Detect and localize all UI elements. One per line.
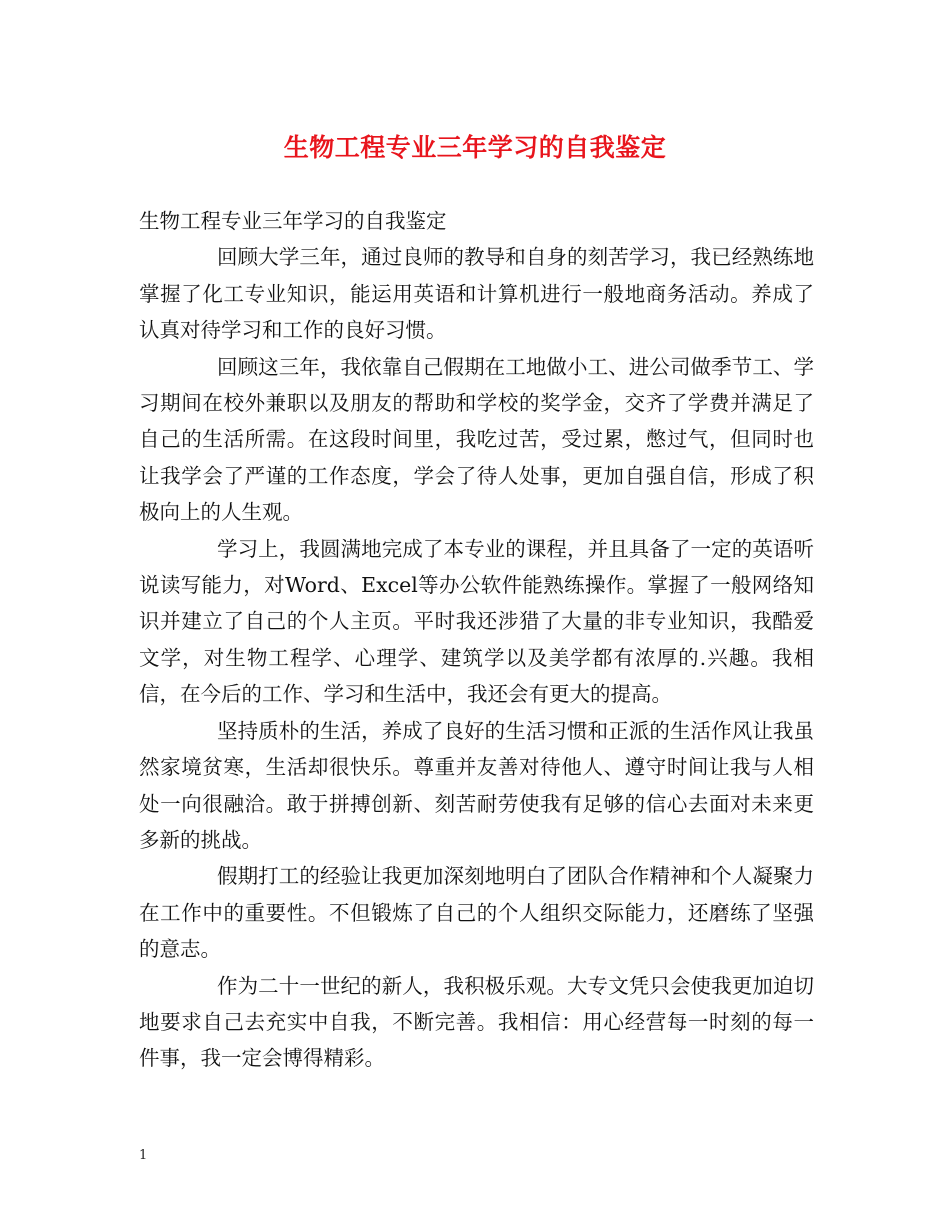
paragraph-2: 回顾这三年，我依靠自己假期在工地做小工、进公司做季节工、学习期间在校外兼职以及朋友的帮助和学校的奖学金，交齐了学费并满足了自己的生活所需。在这段时间里，我吃过苦，受过累，憋过气，但同时也让我学会了严谨的工作态度，学会了待人处事，更加自强自信，形成了积极向上的人生观。 — [139, 354, 814, 525]
document-body — [139, 203, 814, 1077]
paragraph-1: 回顾大学三年，通过良师的教导和自身的刻苦学习，我已经熟练地掌握了化工专业知识，能运用英语和计算机进行一般地商务活动。养成了认真对待学习和工作的良好习惯。 — [139, 245, 814, 343]
page-number: 1 — [139, 1148, 148, 1163]
document-title: 生物工程专业三年学习的自我鉴定 — [283, 133, 667, 162]
document-subtitle: 生物工程专业三年学习的自我鉴定 — [139, 209, 447, 233]
paragraph-6: 作为二十一世纪的新人，我积极乐观。大专文凭只会使我更加迫切地要求自己去充实中自我，不断完善。我相信：用心经营每一时刻的每一件事，我一定会博得精彩。 — [139, 973, 814, 1071]
paragraph-3: 学习上，我圆满地完成了本专业的课程，并且具备了一定的英语听说读写能力，对Word、Excel等办公软件能熟练操作。掌握了一般网络知识并建立了自己的个人主页。平时我还涉猎了大量的非专业知识，我酷爱文学，对生物工程学、心理学、建筑学以及美学都有浓厚的.兴趣。我相信，在今后的工作、学习和生活中，我还会有更大的提高。 — [139, 536, 814, 707]
paragraph-4: 坚持质朴的生活，养成了良好的生活习惯和正派的生活作风让我虽然家境贫寒，生活却很快乐。尊重并友善对待他人、遵守时间让我与人相处一向很融洽。敢于拼搏创新、刻苦耐劳使我有足够的信心去面对未来更多新的挑战。 — [139, 718, 814, 852]
paragraph-5: 假期打工的经验让我更加深刻地明白了团队合作精神和个人凝聚力在工作中的重要性。不但锻炼了自己的个人组织交际能力，还磨练了坚强的意志。 — [139, 864, 814, 962]
